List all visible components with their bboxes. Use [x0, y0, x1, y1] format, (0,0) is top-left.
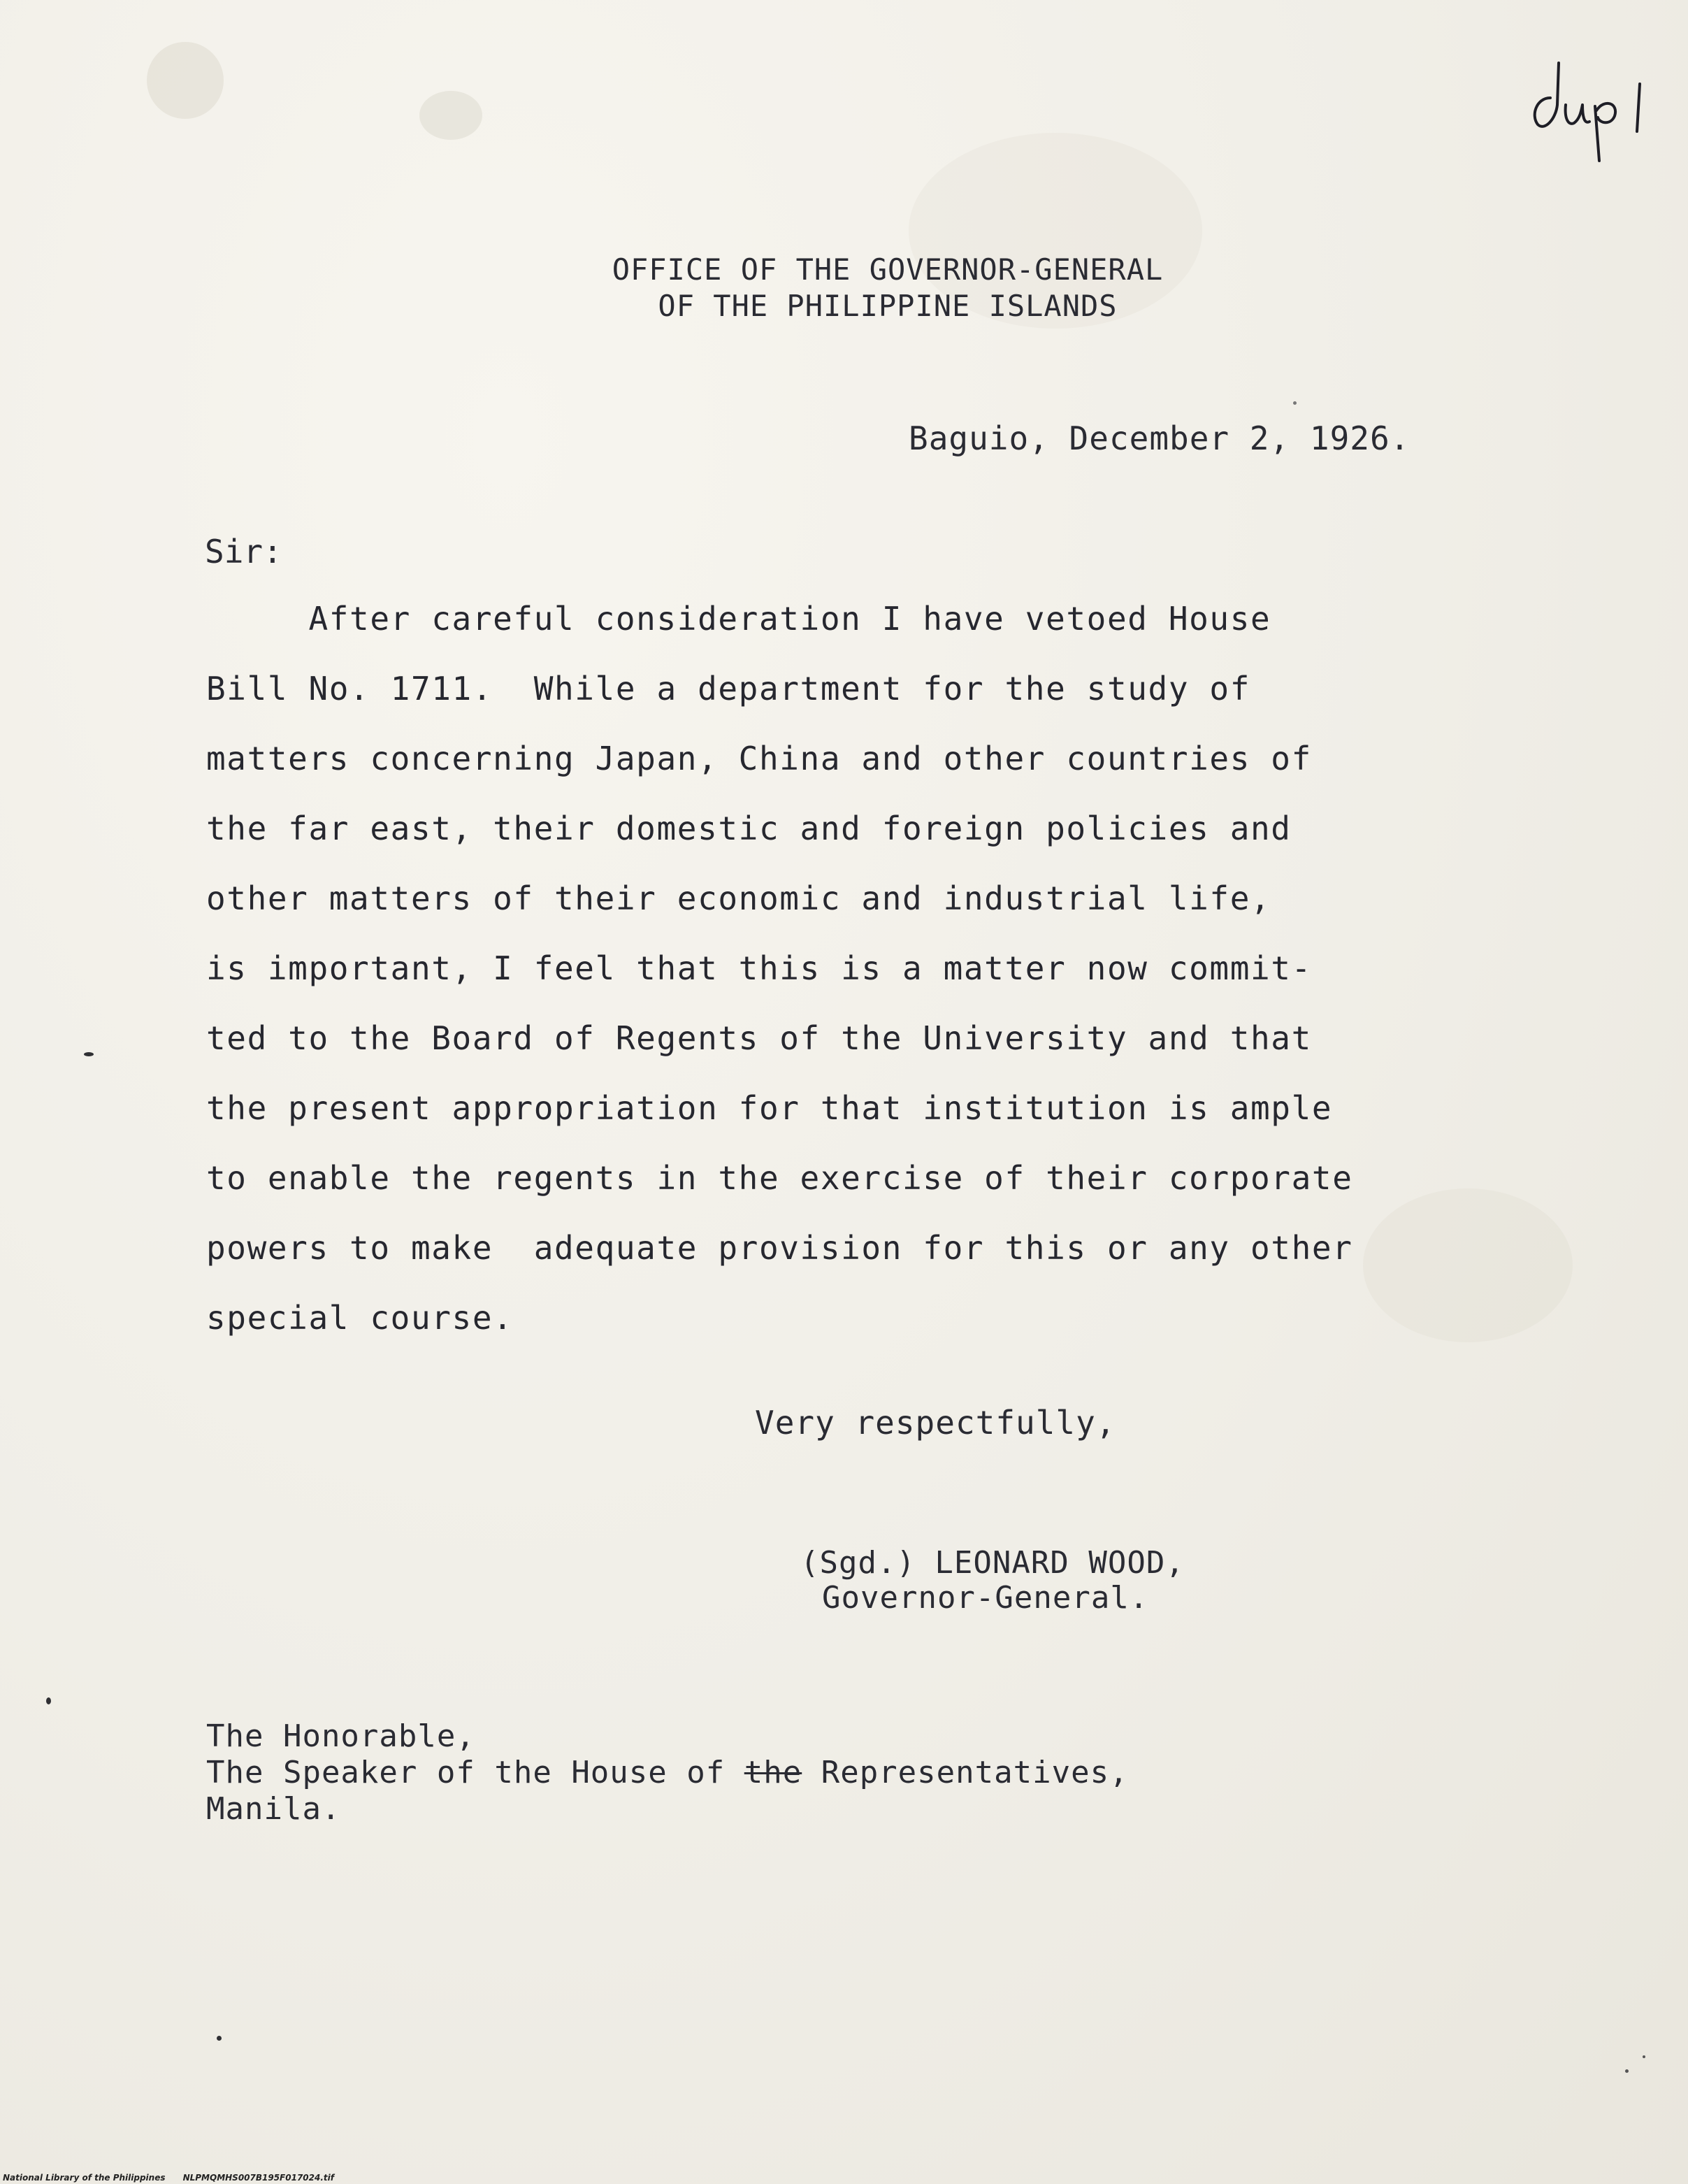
addressee-line-2: [206, 1755, 1129, 1790]
ink-speck: [1625, 2069, 1629, 2073]
letter-date: Baguio, December 2, 1926.: [909, 419, 1411, 457]
ink-speck: [1643, 2055, 1645, 2058]
ink-speck: [46, 1697, 51, 1704]
paper-stain: [419, 91, 482, 140]
letterhead-line-2: OF THE PHILIPPINE ISLANDS: [658, 289, 1118, 323]
signature-name: (Sgd.) LEONARD WOOD,: [800, 1545, 1185, 1581]
paper-stain: [147, 42, 224, 119]
body-line: the present appropriation for that institution is ample: [206, 1089, 1333, 1127]
body-line: matters concerning Japan, China and other countries of: [206, 740, 1312, 777]
addressee-line-2-prefix: The Speaker of the House of: [206, 1755, 744, 1790]
handwritten-annotation: [1522, 49, 1662, 168]
ink-speck: [1293, 401, 1297, 405]
addressee-line-1: The Honorable,: [206, 1718, 475, 1754]
body-line: ted to the Board of Regents of the University and that: [206, 1019, 1312, 1057]
body-line: other matters of their economic and industrial life,: [206, 879, 1271, 917]
body-line: powers to make adequate provision for this or any other: [206, 1229, 1353, 1267]
struck-word: the: [744, 1755, 802, 1790]
body-line: special course.: [206, 1299, 514, 1337]
salutation: Sir:: [205, 533, 282, 570]
letterhead-line-1: OFFICE OF THE GOVERNOR-GENERAL: [612, 252, 1164, 287]
closing: Very respectfully,: [755, 1404, 1116, 1442]
body-line: to enable the regents in the exercise of their corporate: [206, 1159, 1353, 1197]
footer-library: National Library of the Philippines: [3, 2173, 166, 2183]
signature-title: Governor-General.: [822, 1580, 1149, 1616]
addressee-line-3: Manila.: [206, 1791, 341, 1827]
ink-speck: [217, 2036, 222, 2041]
paper-stain: [1363, 1188, 1573, 1342]
body-line: Bill No. 1711. While a department for the study of: [206, 670, 1251, 707]
addressee-line-2-suffix: Representatives,: [802, 1755, 1129, 1790]
ink-speck: [84, 1052, 94, 1056]
scan-footer: [3, 2173, 334, 2183]
body-line: is important, I feel that this is a matter now commit-: [206, 949, 1312, 987]
footer-file-id: NLPMQMHS007B195F017024.tif: [182, 2173, 334, 2183]
body-line: the far east, their domestic and foreign policies and: [206, 810, 1292, 847]
body-line: After careful consideration I have vetoed House: [206, 600, 1271, 638]
